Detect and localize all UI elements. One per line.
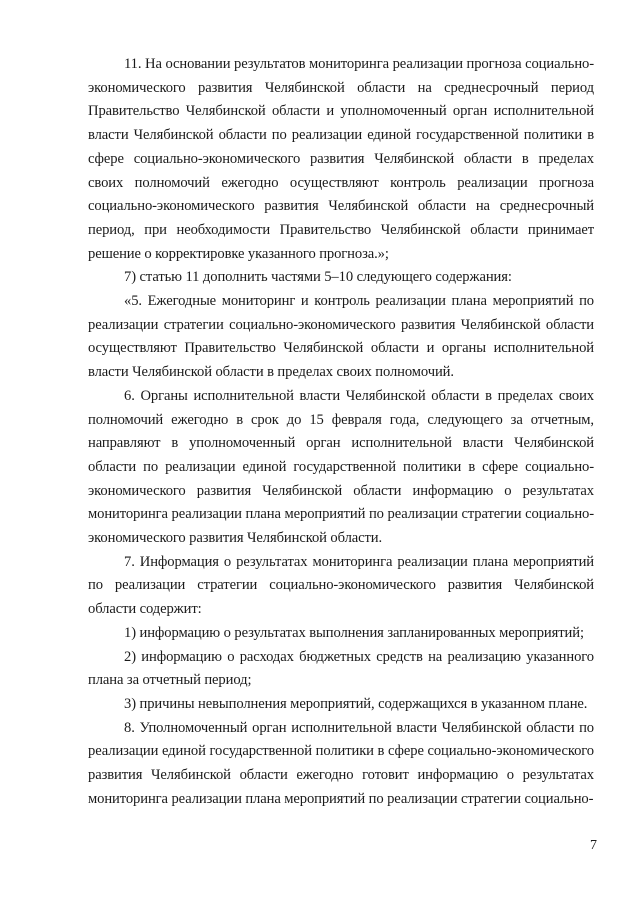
paragraph-part-7: 7. Информация о результатах мониторинга реализации плана мероприятий по реализации стратегии социально-экономического развития Челябинской области содержит: (88, 553, 594, 618)
paragraph-part-5: «5. Ежегодные мониторинг и контроль реализации плана мероприятий по реализации стратегии социально-экономического развития Челябинской области осуществляют Правительство Челябинской области и органы исполнительной власти Челябинской области в пределах своих полномочий. (88, 293, 594, 381)
list-item-3: 3) причины невыполнения мероприятий, содержащихся в указанном плане. (124, 695, 588, 712)
list-item-1: 1) информацию о результатах выполнения запланированных мероприятий; (124, 624, 584, 641)
paragraph-part-6: 6. Органы исполнительной власти Челябинской области в пределах своих полномочий ежегодно в срок до 15 февраля года, следующего за отчетным, направляют в уполномоченный орган исполнительной власти Челябинской области по реализации единой государственной политики в сфере социально-экономического развития Челябинской области информацию о результатах мониторинга реализации плана мероприятий по реализации стратегии социально-экономического развития Челябинской области. (88, 387, 594, 547)
list-item-2: 2) информацию о расходах бюджетных средств на реализацию указанного плана за отчетный период; (88, 648, 594, 689)
paragraph-part-8: 8. Уполномоченный орган исполнительной власти Челябинской области по реализации единой государственной политики в сфере социально-экономического развития Челябинской области ежегодно готовит информацию о результатах мониторинга реализации плана мероприятий по реализации стратегии социально- (88, 719, 594, 807)
paragraph-11: 11. На основании результатов мониторинга реализации прогноза социально-экономического развития Челябинской области на среднесрочный период Правительство Челябинской области и уполномоченный орган исполнительной власти Челябинской области по реализации единой государственной политики в сфере социально-экономического развития Челябинской области в пределах своих полномочий ежегодно осуществляют контроль реализации прогноза социально-экономического развития Челябинской области на среднесрочный период, при необходимости Правительство Челябинской области принимает решение о корректировке указанного прогноза.»; (88, 56, 594, 262)
page-number: 7 (590, 838, 597, 853)
body-text (88, 53, 594, 812)
paragraph-item-7: 7) статью 11 дополнить частями 5–10 следующего содержания: (124, 269, 512, 286)
